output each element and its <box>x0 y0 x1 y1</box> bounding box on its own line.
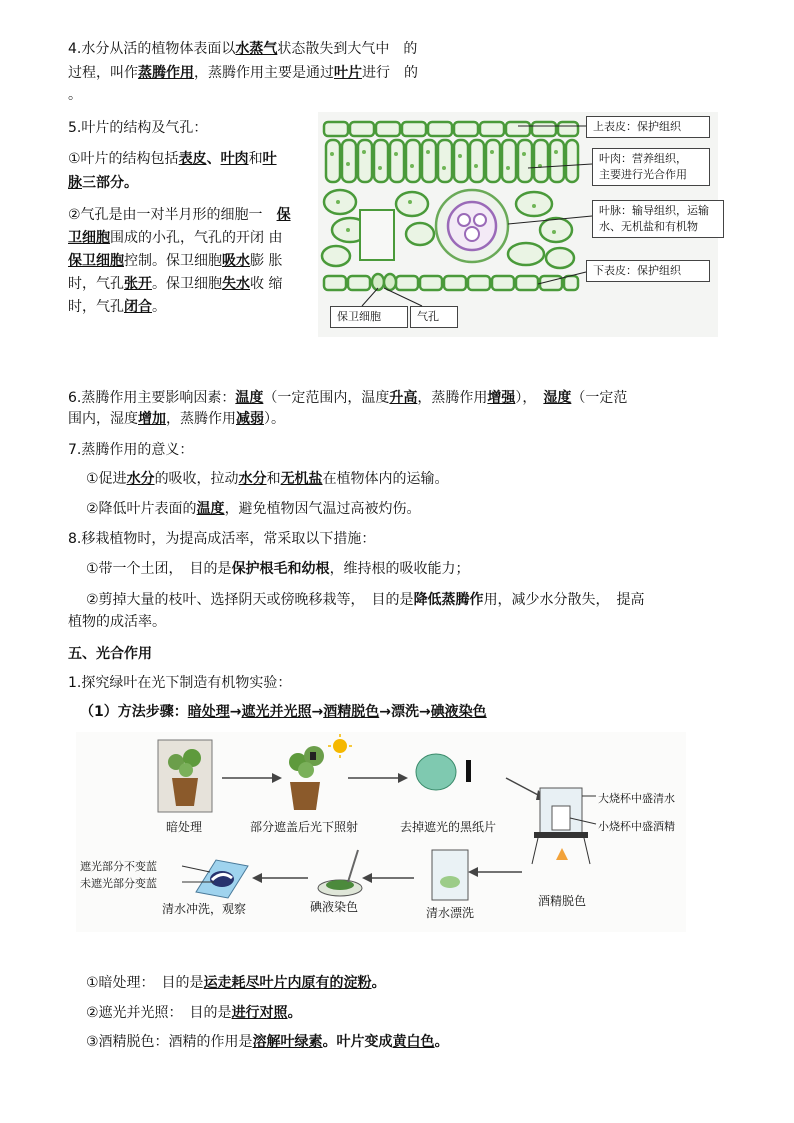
s5-title: 5.叶片的结构及气孔： <box>68 120 208 136</box>
caption-dark-treatment: 暗处理 <box>166 820 203 834</box>
label-mesophyll: 叶肉：营养组织， 主要进行光合作用 <box>592 148 710 186</box>
s5-p2-line5: 时，气孔闭合。 <box>68 299 166 315</box>
note-small-beaker: 小烧杯中盛酒精 <box>598 820 675 833</box>
caption-alcohol-decolor: 酒精脱色 <box>538 894 587 908</box>
s7-item1: ①促进水分的吸收，拉动水分和无机盐在植物体内的运输。 <box>86 471 449 487</box>
s5-p2-line3: 保卫细胞控制。保卫细胞吸水膨 胀 <box>68 253 283 269</box>
label-lower-epidermis: 下表皮：保护组织 <box>586 260 710 282</box>
s4-line3: 。 <box>68 87 82 103</box>
s5-p1-line1: ①叶片的结构包括表皮、叶肉和叶 <box>68 151 277 167</box>
leaf-cross-section-diagram <box>318 112 718 337</box>
s5-p2-line4: 时，气孔张开。保卫细胞失水收 缩 <box>68 276 283 292</box>
caption-remove-paper: 去掉遮光的黑纸片 <box>400 820 497 834</box>
caption-iodine: 碘液染色 <box>310 900 359 914</box>
s5-p1-line2: 脉三部分。 <box>68 175 138 191</box>
s7-item2: ②降低叶片表面的温度，避免植物因气温过高被灼伤。 <box>86 501 421 517</box>
note-unshaded-part: 未遮光部分变蓝 <box>80 877 157 890</box>
note-big-beaker: 大烧杯中盛清水 <box>598 792 675 805</box>
s5-p2-line2: 卫细胞围成的小孔，气孔的开闭 由 <box>68 230 283 246</box>
experiment-illustration <box>76 732 686 932</box>
caption-rinse: 清水漂洗 <box>426 906 475 920</box>
label-guard-cell: 保卫细胞 <box>330 306 408 328</box>
s4-line1: 4.水分从活的植物体表面以水蒸气状态散失到大气中 的 <box>68 41 418 57</box>
s7-title: 7.蒸腾作用的意义： <box>68 442 194 458</box>
section-heading-photosynthesis: 五、光合作用 <box>68 646 152 662</box>
note-shading: ②遮光并光照： 目的是进行对照。 <box>86 1005 302 1021</box>
label-vein: 叶脉：输导组织，运输 水、无机盐和有机物 <box>592 200 724 238</box>
experiment-subtitle: 1.探究绿叶在光下制造有机物实验： <box>68 675 292 691</box>
caption-wash-observe: 清水冲洗，观察 <box>162 902 247 916</box>
s8-item1: ①带一个土团， 目的是保护根毛和幼根，维持根的吸收能力； <box>86 561 470 577</box>
s6-line1: 6.蒸腾作用主要影响因素：温度（一定范围内，温度升高，蒸腾作用增强）， 湿度（一定范 <box>68 390 628 406</box>
label-stoma: 气孔 <box>410 306 458 328</box>
note-dark-treatment: ①暗处理： 目的是运走耗尽叶片内原有的淀粉。 <box>86 975 386 991</box>
note-alcohol: ③酒精脱色：酒精的作用是溶解叶绿素。叶片变成黄白色。 <box>86 1034 449 1050</box>
s8-item2-line2: 植物的成活率。 <box>68 614 166 630</box>
caption-partial-cover: 部分遮盖后光下照射 <box>250 820 359 834</box>
label-upper-epidermis: 上表皮：保护组织 <box>586 116 710 138</box>
s6-line2: 围内，湿度增加，蒸腾作用减弱）。 <box>68 411 285 427</box>
s8-item2-line1: ②剪掉大量的枝叶、选择阴天或傍晚移栽等， 目的是降低蒸腾作用，减少水分散失， 提高 <box>86 592 645 608</box>
s8-title: 8.移栽植物时，为提高成活率，常采取以下措施： <box>68 531 376 547</box>
s5-p2-line1: ②气孔是由一对半月形的细胞一 保 <box>68 207 291 223</box>
s4-line2: 过程，叫作蒸腾作用，蒸腾作用主要是通过叶片进行 的 <box>68 65 418 81</box>
leaf-cells-drawing <box>320 118 580 303</box>
note-shaded-part: 遮光部分不变蓝 <box>80 860 157 873</box>
method-steps: （1）方法步骤：暗处理→遮光并光照→酒精脱色→漂洗→碘液染色 <box>80 704 487 720</box>
